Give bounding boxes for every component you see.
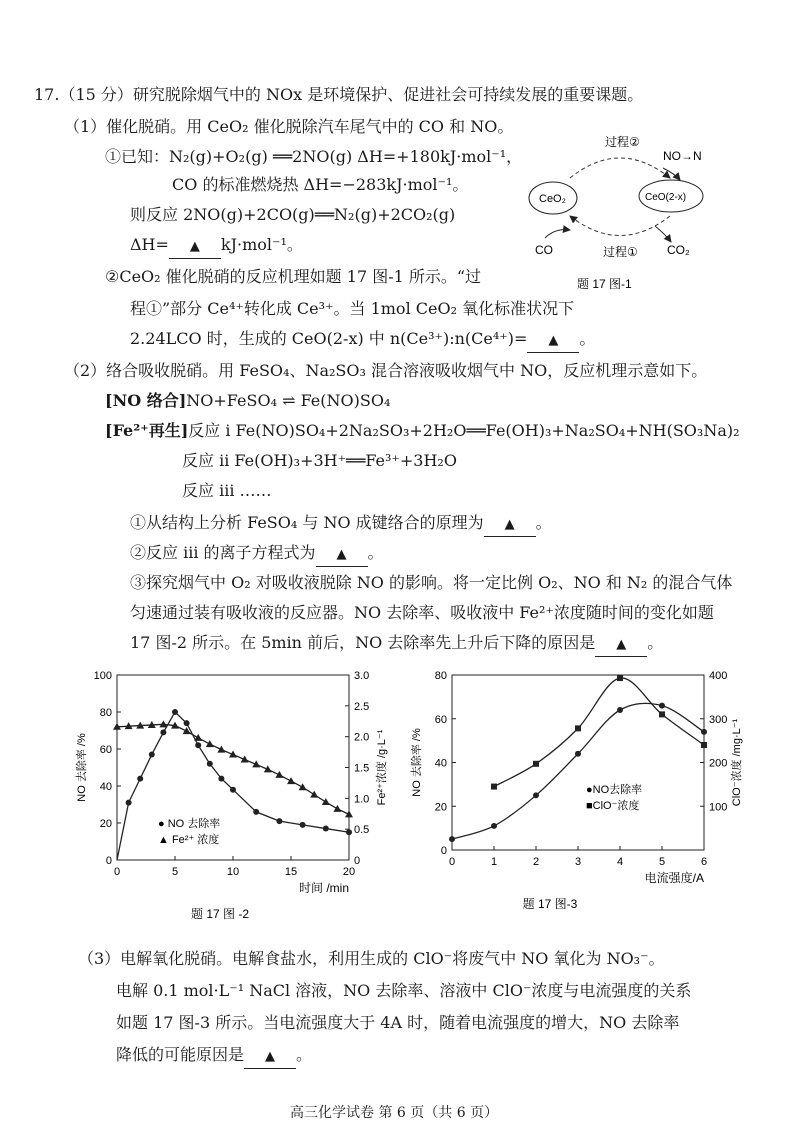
series-line-1 — [117, 712, 349, 860]
data-point-triangle — [275, 771, 283, 778]
y-right-tick-label: 100 — [709, 801, 728, 814]
x-tick-label: 2 — [532, 856, 540, 868]
x-tick-label: 15 — [284, 866, 298, 878]
data-point-circle — [137, 776, 143, 782]
y-left-label: NO 去除率 /% — [411, 728, 423, 797]
part1-line6: 程①”部分 Ce⁴⁺转化成 Ce³⁺。当 1mol CeO₂ 氧化标准状况下 — [130, 299, 575, 318]
no-to-n-label: NO→N — [663, 149, 702, 163]
data-point-circle — [126, 800, 132, 806]
y-left-tick-label: 20 — [434, 801, 447, 814]
data-point-circle — [218, 776, 224, 782]
x-tick-label: 6 — [700, 856, 708, 868]
y-right-tick-label: 2.0 — [354, 731, 370, 744]
figure-1-caption: 题 17 图-1 — [577, 277, 632, 291]
answer-blank[interactable]: ▲ — [169, 234, 221, 259]
part2-line8: 匀速通过装有吸收液的反应器。NO 去除率、吸收液中 Fe²⁺浓度随时间的变化如题 — [130, 603, 714, 622]
question-header: 17.（15 分）研究脱除烟气中的 NOx 是环境保护、促进社会可持续发展的重要课题。 — [34, 85, 644, 104]
answer-blank[interactable]: ▲ — [484, 512, 536, 537]
y-left-tick-label: 0 — [440, 845, 447, 857]
chart-caption: 题 17 图 -2 — [190, 907, 250, 921]
part1-line5: ②CeO₂ 催化脱硝的反应机理如题 17 图-1 所示。“过 — [105, 267, 482, 286]
data-point-square — [533, 761, 539, 767]
y-right-tick-label: 1.0 — [354, 793, 370, 806]
chart-caption: 题 17 图-3 — [522, 897, 578, 911]
data-point-triangle — [217, 746, 225, 753]
data-point-square — [659, 711, 665, 717]
part2-line1: [NO 络合]NO+FeSO₄ ⇌ Fe(NO)SO₄ — [105, 391, 391, 410]
y-right-label: ClO⁻浓度 /mg·L⁻¹ — [731, 718, 743, 807]
part3-line4: 降低的可能原因是 ▲ 。 — [116, 1044, 312, 1069]
x-axis-label: 时间 /min — [298, 881, 349, 895]
data-point-circle — [172, 709, 178, 715]
x-tick-label: 0 — [113, 866, 121, 878]
answer-blank[interactable]: ▲ — [527, 328, 579, 353]
data-point-circle — [533, 792, 539, 798]
co2-label: CO₂ — [667, 243, 690, 257]
data-point-circle — [300, 822, 306, 828]
part1-line7: 2.24LCO 时，生成的 CeO(2-x) 中 n(Ce³⁺):n(Ce⁴⁺)= ▲ 。 — [130, 328, 595, 353]
data-point-circle — [323, 826, 329, 832]
y-left-tick-label: 40 — [434, 757, 447, 770]
data-point-square — [575, 725, 581, 731]
data-point-triangle — [310, 791, 318, 798]
answer-blank[interactable]: ▲ — [595, 632, 647, 657]
part1-line3: 则反应 2NO(g)+2CO(g)══N₂(g)+2CO₂(g) — [130, 205, 456, 224]
data-point-triangle — [287, 777, 295, 784]
plot-frame — [117, 675, 349, 860]
data-point-square — [617, 675, 623, 681]
y-right-tick-label: 3.0 — [354, 670, 370, 682]
y-right-label: Fe²⁺浓度 /g·L⁻¹ — [376, 729, 388, 806]
y-left-tick-label: 60 — [434, 713, 447, 726]
data-point-circle — [659, 703, 665, 709]
y-right-tick-label: 0 — [354, 855, 361, 867]
data-point-circle — [701, 729, 707, 735]
answer-blank[interactable]: ▲ — [316, 542, 368, 567]
y-right-tick-label: 2.5 — [354, 700, 370, 713]
y-left-tick-label: 40 — [99, 781, 112, 793]
data-point-triangle — [194, 734, 202, 741]
ceo2-label: CeO₂ — [539, 193, 566, 205]
data-point-circle — [149, 752, 155, 758]
x-tick-label: 3 — [574, 856, 582, 868]
data-point-circle — [491, 823, 497, 829]
legend-entry-1: ● NO 去除率 — [158, 818, 221, 830]
figure-3-chart — [410, 665, 760, 925]
series-line-2 — [117, 724, 349, 814]
y-right-tick-label: 1.5 — [354, 762, 370, 775]
part2-line4: 反应 iii …… — [182, 481, 272, 500]
series-line-1 — [452, 703, 704, 839]
part1-line4: ΔH= ▲ kJ·mol⁻¹。 — [130, 234, 303, 259]
y-right-tick-label: 200 — [709, 757, 728, 770]
process1-arrow — [570, 216, 670, 236]
data-point-square — [491, 784, 497, 790]
x-tick-label: 5 — [171, 866, 179, 878]
data-point-triangle — [322, 798, 330, 805]
data-point-triangle — [333, 805, 341, 812]
legend-entry-1: ●NO去除率 — [586, 784, 643, 796]
figure-2-chart — [70, 665, 410, 925]
legend-entry-2: ■ClO⁻浓度 — [586, 800, 640, 812]
x-tick-label: 4 — [616, 856, 624, 868]
data-point-square — [701, 742, 707, 748]
plot-frame — [452, 675, 704, 850]
y-left-tick-label: 100 — [93, 670, 112, 682]
y-left-tick-label: 20 — [99, 818, 112, 830]
x-tick-label: 1 — [490, 856, 498, 868]
data-point-triangle — [206, 740, 214, 747]
answer-blank[interactable]: ▲ — [244, 1044, 296, 1069]
part2-line7: ③探究烟气中 O₂ 对吸收液脱除 NO 的影响。将一定比例 O₂、NO 和 N₂ 的混合气体 — [130, 573, 733, 592]
part1-line2: CO 的标准燃烧热 ΔH=−283kJ·mol⁻¹。 — [172, 175, 469, 194]
data-point-triangle — [345, 810, 353, 817]
x-tick-label: 10 — [226, 866, 240, 878]
data-point-triangle — [299, 783, 307, 790]
delta-h-label: ΔH= — [130, 235, 169, 254]
co-label: CO — [535, 243, 553, 257]
part3-line2: 电解 0.1 mol·L⁻¹ NaCl 溶液，NO 去除率、溶液中 ClO⁻浓度与电流强度的关系 — [116, 981, 692, 1000]
part3-line1: （3）电解氧化脱硝。电解食盐水，利用生成的 ClO⁻将废气中 NO 氧化为 NO₃⁻。 — [78, 949, 665, 968]
figure-1-mechanism — [515, 130, 725, 295]
process2-arrow — [570, 158, 670, 178]
x-tick-label: 20 — [342, 866, 356, 878]
series-line-2 — [494, 678, 704, 787]
part2-line6: ②反应 iii 的离子方程式为 ▲ 。 — [130, 542, 384, 567]
x-tick-label: 0 — [448, 856, 456, 868]
data-point-circle — [184, 720, 190, 726]
part1-line1: ①已知：N₂(g)+O₂(g) ══2NO(g) ΔH=+180kJ·mol⁻¹， — [105, 147, 523, 166]
y-right-tick-label: 300 — [709, 713, 728, 726]
process2-label: 过程② — [605, 135, 640, 149]
y-left-tick-label: 60 — [99, 744, 112, 756]
x-axis-label: 电流强度/A — [644, 871, 704, 885]
part2-title: （2）络合吸收脱硝。用 FeSO₄、Na₂SO₃ 混合溶液吸收烟气中 NO，反应机理示意如下。 — [64, 361, 708, 380]
part3-line3: 如题 17 图-3 所示。当电流强度大于 4A 时，随着电流强度的增大，NO 去除率 — [116, 1013, 680, 1032]
page-footer: 高三化学试卷 第 6 页（共 6 页） — [290, 1105, 499, 1121]
part1-title: （1）催化脱硝。用 CeO₂ 催化脱除汽车尾气中的 CO 和 NO。 — [64, 117, 514, 136]
y-left-tick-label: 0 — [105, 855, 112, 867]
part2-line3: 反应 ii Fe(OH)₃+3H⁺══Fe³⁺+3H₂O — [182, 451, 457, 470]
data-point-circle — [207, 761, 213, 767]
data-point-circle — [160, 729, 166, 735]
process1-label: 过程① — [603, 245, 638, 259]
data-point-circle — [253, 809, 259, 815]
legend-entry-2: ▲ Fe²⁺ 浓度 — [158, 834, 220, 846]
data-point-circle — [195, 742, 201, 748]
data-point-circle — [276, 818, 282, 824]
ceo2x-label: CeO(2-x) — [645, 192, 687, 203]
x-tick-label: 5 — [658, 856, 666, 868]
data-point-circle — [617, 707, 623, 713]
data-point-circle — [346, 829, 352, 835]
y-left-label: NO 去除率 /% — [76, 733, 88, 802]
data-point-circle — [230, 787, 236, 793]
part2-line9: 17 图-2 所示。在 5min 前后，NO 去除率先上升后下降的原因是 ▲ 。 — [130, 632, 663, 657]
part2-line5: ①从结构上分析 FeSO₄ 与 NO 成键络合的原理为 ▲ 。 — [130, 512, 552, 537]
y-left-tick-label: 80 — [99, 707, 112, 719]
part2-line2: [Fe²⁺再生]反应 i Fe(NO)SO₄+2Na₂SO₃+2H₂O══Fe(OH)₃+Na₂SO₄+NH(SO₃Na)₂ — [105, 421, 740, 440]
y-left-tick-label: 80 — [434, 670, 447, 682]
y-right-tick-label: 400 — [709, 670, 728, 682]
data-point-circle — [575, 751, 581, 757]
y-right-tick-label: 0.5 — [354, 824, 370, 837]
data-point-circle — [449, 836, 455, 842]
